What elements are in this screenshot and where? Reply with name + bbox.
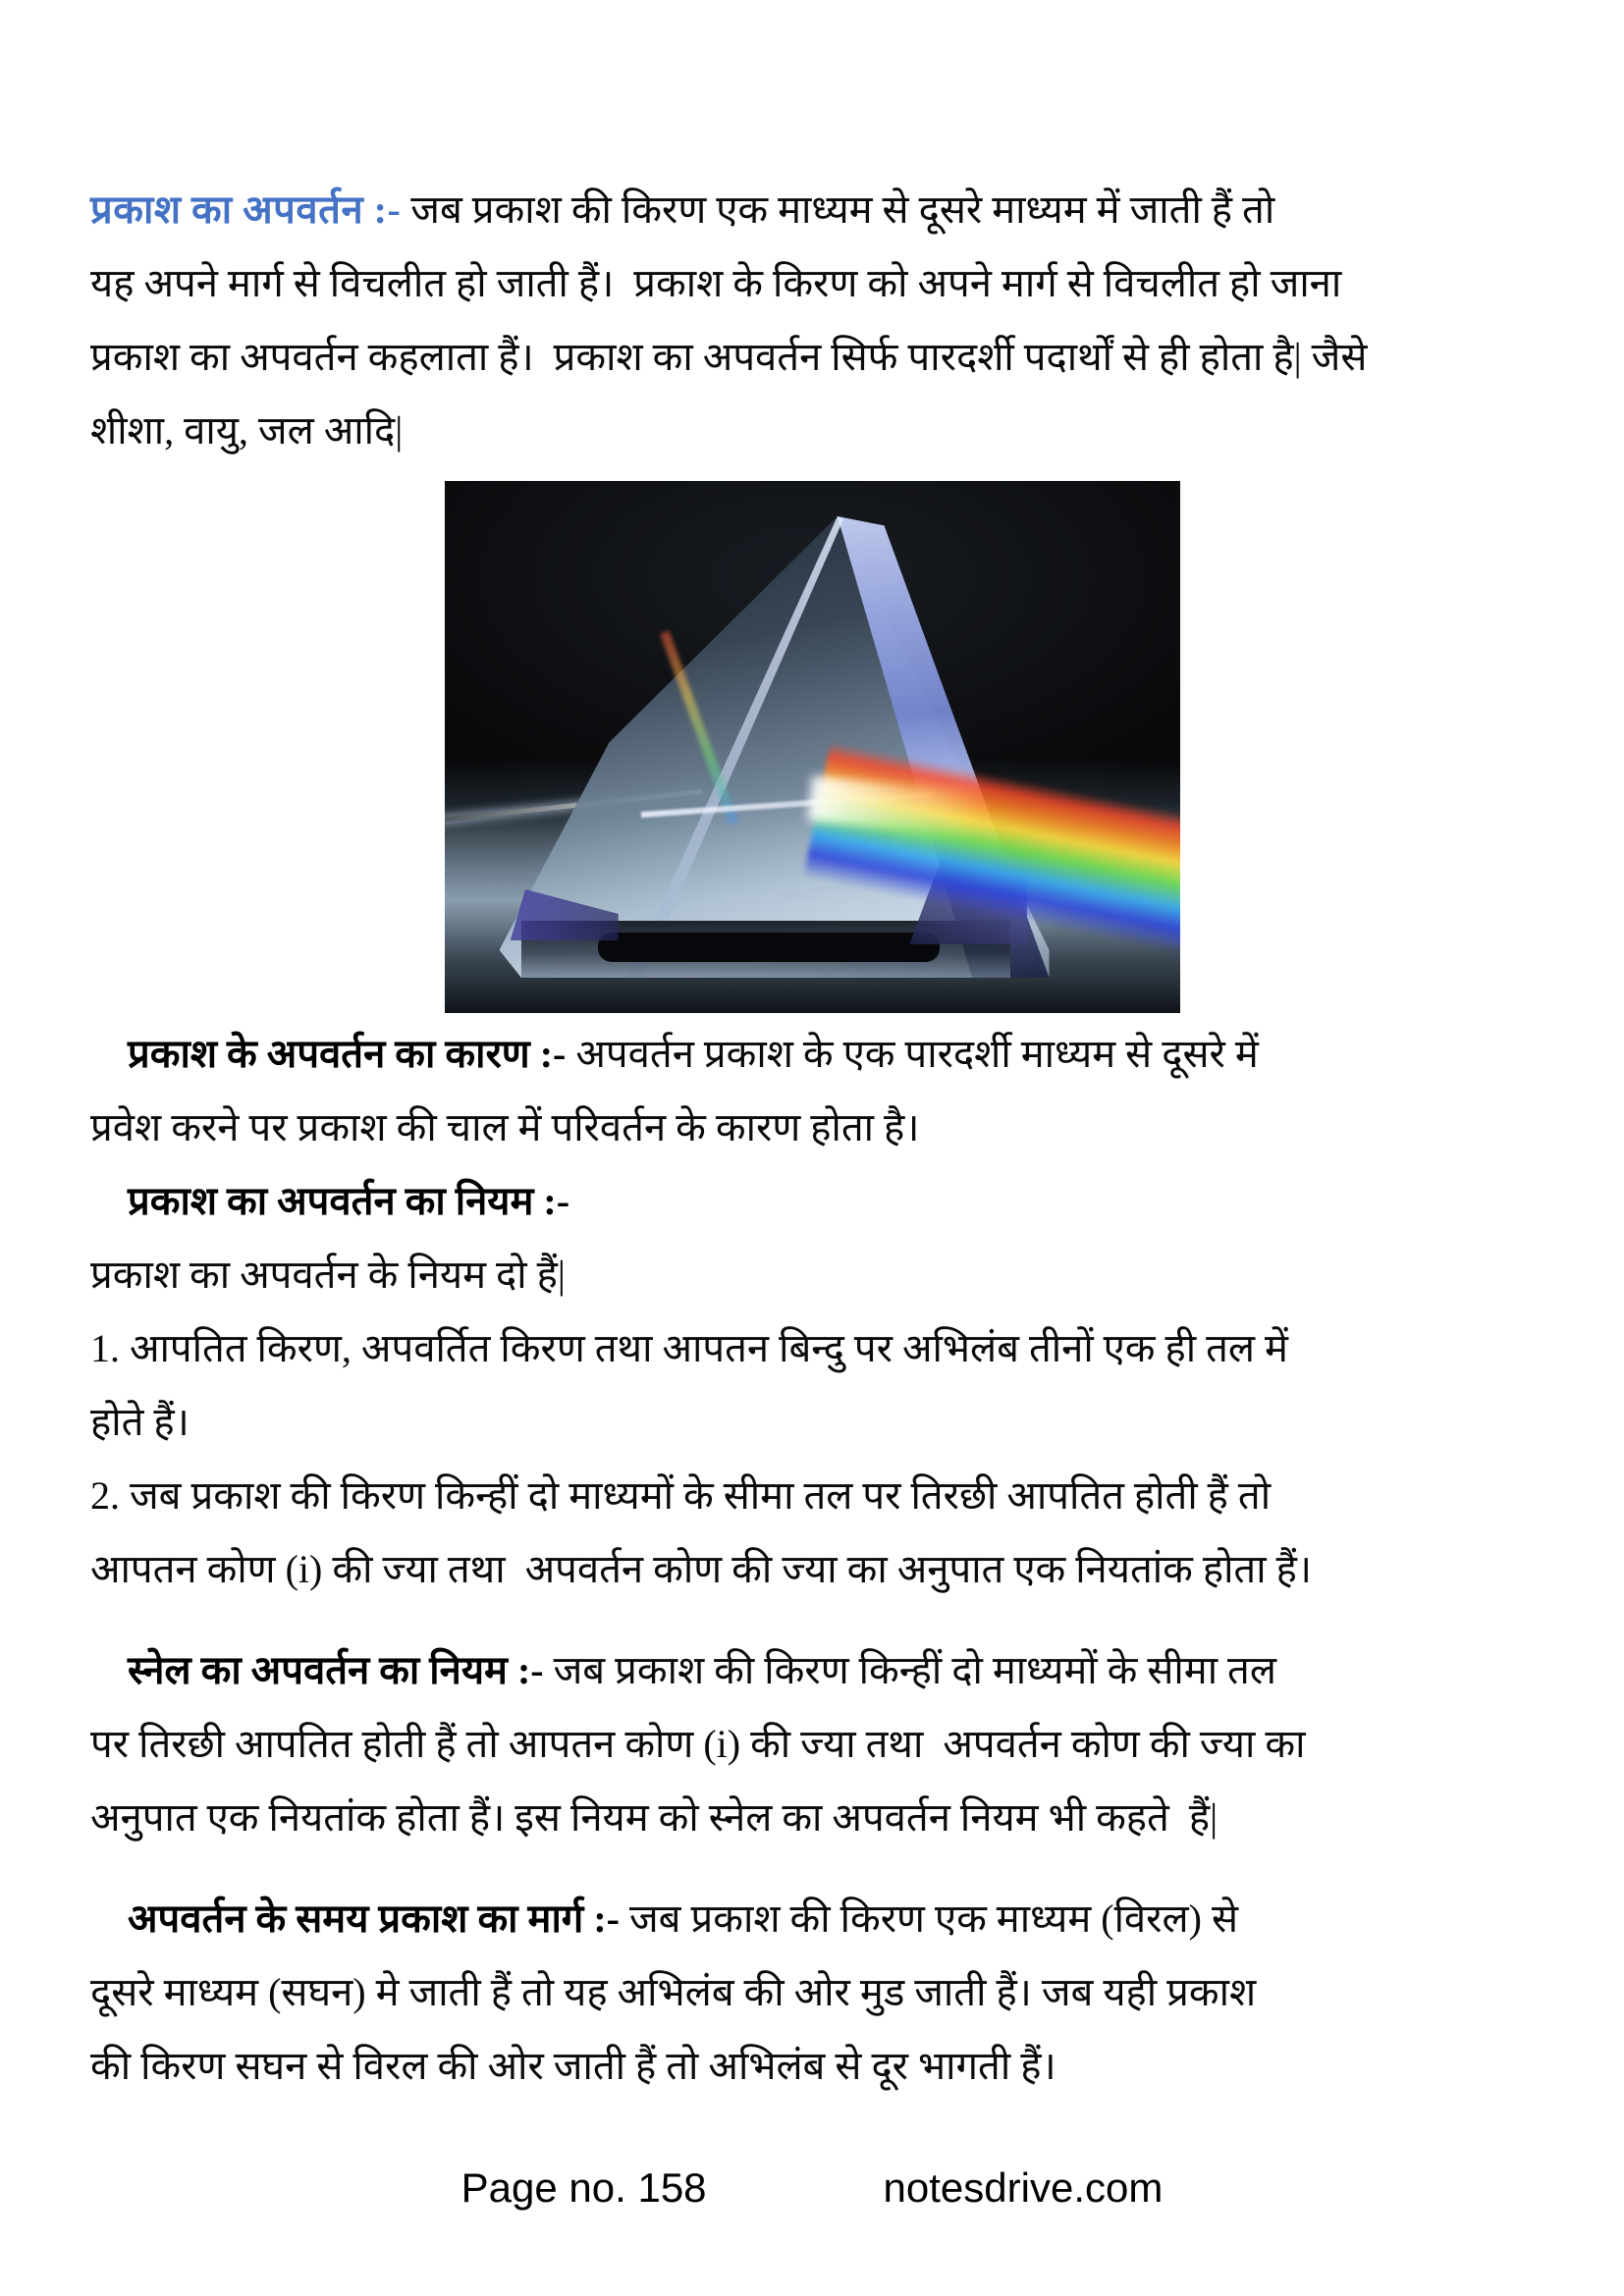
section-refraction-definition bbox=[90, 173, 1534, 467]
laws-intro-line: प्रकाश का अपवर्तन के नियम दो हैं| bbox=[90, 1253, 566, 1297]
definition-line-1 bbox=[90, 173, 1534, 246]
path-line-1-text: जब प्रकाश की किरण एक माध्यम (विरल) से bbox=[628, 1896, 1239, 1941]
law-2-line-1: 2. जब प्रकाश की किरण किन्हीं दो माध्यमों के सीमा तल पर तिरछी आपतित होती हैं तो bbox=[90, 1473, 1272, 1518]
snell-line-3: अनुपात एक नियतांक होता हैं। इस नियम को स्नेल का अपवर्तन नियम भी कहते हैं| bbox=[90, 1795, 1218, 1840]
definition-line-4: शीशा, वायु, जल आदि| bbox=[90, 408, 404, 453]
page-footer bbox=[90, 2164, 1534, 2212]
page-number: Page no. 158 bbox=[460, 2164, 707, 2211]
definition-line-1-text: जब प्रकाश की किरण एक माध्यम से दूसरे माध्यम में जाती हैं तो bbox=[410, 187, 1275, 232]
snell-line-1-text: जब प्रकाश की किरण किन्हीं दो माध्यमों के सीमा तल bbox=[553, 1648, 1276, 1692]
heading-apvartan-ka-niyam: प्रकाश का अपवर्तन का नियम :- bbox=[128, 1179, 570, 1223]
snell-line-1 bbox=[90, 1633, 1534, 1707]
law-2-line-2: आपतन कोण (i) की ज्या तथा अपवर्तन कोण की ज्या का अनुपात एक नियतांक होता हैं। bbox=[90, 1547, 1312, 1591]
heading-snell-ka-niyam: स्नेल का अपवर्तन का नियम :- bbox=[128, 1648, 544, 1692]
page-content bbox=[90, 173, 1534, 2103]
law-1-line-1: 1. आपतित किरण, अपवर्तित किरण तथा आपतन बिन्दु पर अभिलंब तीनों एक ही तल में bbox=[90, 1326, 1288, 1370]
definition-line-2: यह अपने मार्ग से विचलीत हो जाती हैं। प्रकाश के किरण को अपने मार्ग से विचलीत हो जाना bbox=[90, 261, 1342, 305]
site-watermark: notesdrive.com bbox=[883, 2164, 1164, 2211]
cause-line-1 bbox=[90, 1017, 1534, 1091]
path-line-3: की किरण सघन से विरल की ओर जाती हैं तो अभिलंब से दूर भागती हैं। bbox=[90, 2044, 1056, 2088]
figure-container bbox=[90, 481, 1534, 1013]
law-1-line-2: होते हैं। bbox=[90, 1400, 189, 1444]
section-snells-law bbox=[90, 1633, 1534, 1854]
cause-line-2: प्रवेश करने पर प्रकाश की चाल में परिवर्तन के कारण होता है। bbox=[90, 1105, 920, 1149]
cause-line-1-text: अपवर्तन प्रकाश के एक पारदर्शी माध्यम से दूसरे में bbox=[575, 1032, 1259, 1076]
prism-dispersion-photo bbox=[445, 481, 1180, 1013]
path-line-2: दूसरे माध्यम (सघन) मे जाती हैं तो यह अभिलंब की ओर मुड जाती हैं। जब यही प्रकाश bbox=[90, 1970, 1257, 2014]
prism-base-shadow bbox=[598, 933, 939, 962]
heading-niyam-wrapper bbox=[90, 1164, 1534, 1238]
path-line-1 bbox=[90, 1882, 1534, 1955]
section-path-of-light bbox=[90, 1882, 1534, 2103]
section-laws-of-refraction bbox=[90, 1164, 1534, 1606]
heading-apvartan-ka-karan: प्रकाश के अपवर्तन का कारण :- bbox=[128, 1032, 567, 1076]
definition-line-3: प्रकाश का अपवर्तन कहलाता हैं। प्रकाश का अपवर्तन सिर्फ पारदर्शी पदार्थों से ही होता है| जैसे bbox=[90, 335, 1368, 379]
section-cause-of-refraction bbox=[90, 1017, 1534, 1164]
snell-line-2: पर तिरछी आपतित होती हैं तो आपतन कोण (i) की ज्या तथा अपवर्तन कोण की ज्या का bbox=[90, 1722, 1306, 1766]
heading-prakash-ka-marg: अपवर्तन के समय प्रकाश का मार्ग :- bbox=[128, 1896, 620, 1941]
heading-prakash-ka-apvartan: प्रकाश का अपवर्तन :- bbox=[90, 187, 402, 232]
